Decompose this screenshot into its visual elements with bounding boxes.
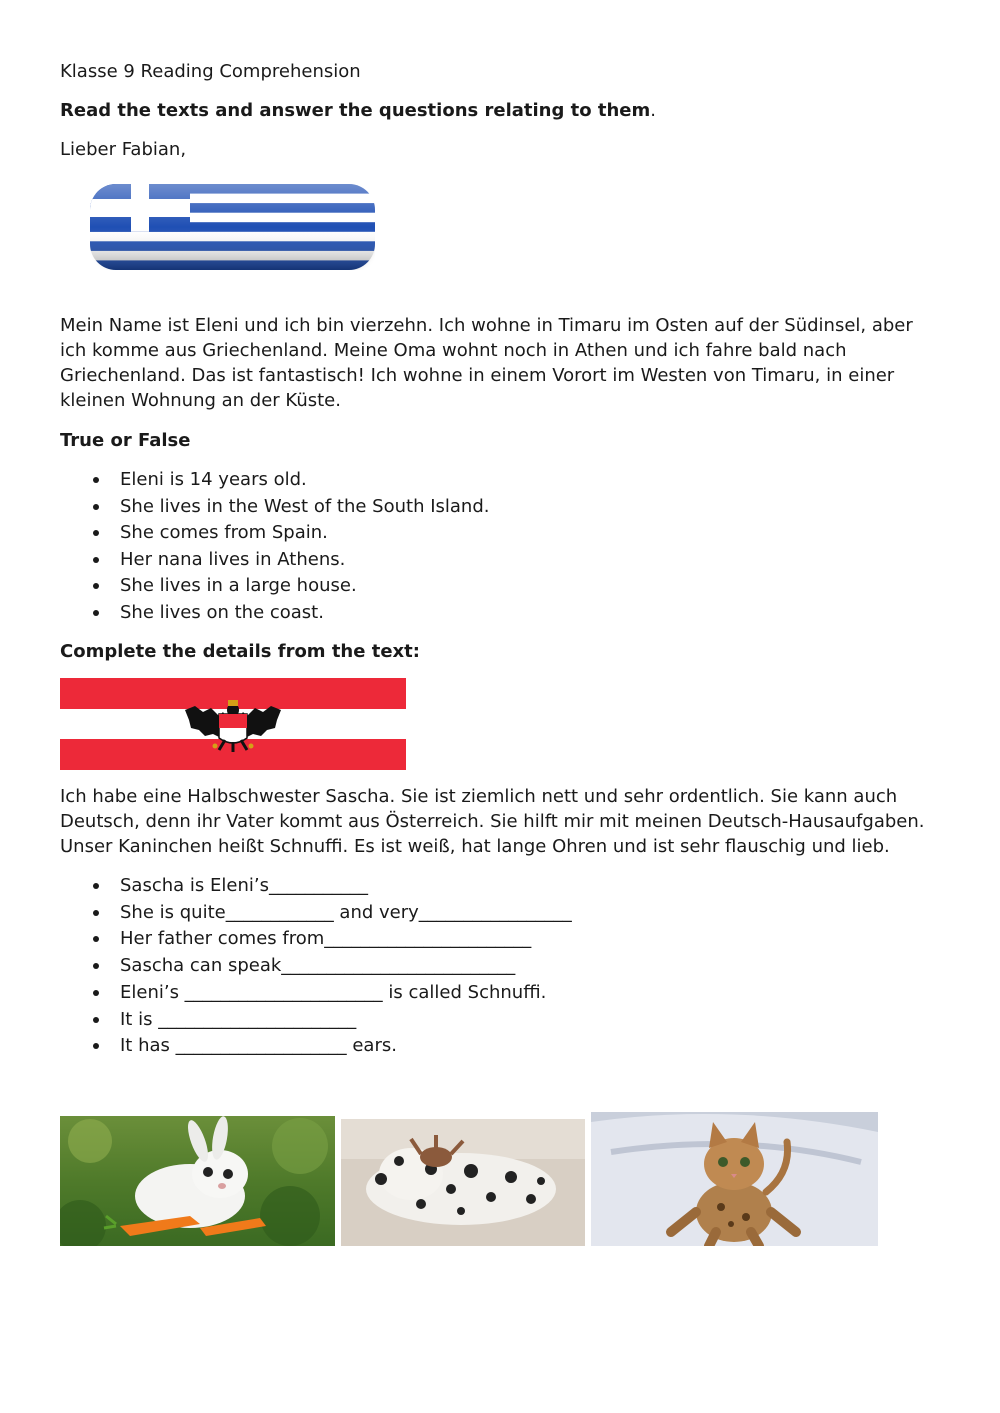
list-item: She lives on the coast.	[60, 600, 489, 627]
instruction	[60, 98, 656, 123]
true-false-heading: True or False	[60, 430, 191, 451]
instruction-bold: Read the texts and answer the questions relating to them	[60, 100, 651, 121]
text-line: ich komme aus Griechenland. Meine Oma wohnt noch in Athen und ich fahre bald nach	[60, 340, 847, 361]
text-line: Deutsch, denn ihr Vater kommt aus Österreich. Sie hilft mir mit meinen Deutsch-Hausaufgaben.	[60, 811, 925, 832]
list-item: She lives in the West of the South Island.	[60, 494, 489, 521]
text-line: Griechenland. Das ist fantastisch! Ich wohne in einem Vorort im Westen von Timaru, in einer	[60, 365, 895, 386]
austrian-flag-image	[60, 678, 406, 770]
fill-in-item: It has ___________________ ears.	[60, 1033, 572, 1060]
fill-in-item: Eleni’s ______________________ is called Schnuffi.	[60, 980, 572, 1007]
instruction-end: .	[650, 100, 656, 121]
complete-heading: Complete the details from the text:	[60, 641, 420, 662]
fill-in-item: She is quite____________ and very_________________	[60, 900, 572, 927]
dalmatian-photo-icon	[341, 1119, 585, 1246]
kitten-photo-icon	[591, 1112, 878, 1246]
text-eleni	[60, 313, 940, 413]
rabbit-photo	[60, 1116, 335, 1246]
kitten-photo	[591, 1112, 878, 1246]
text-line: Unser Kaninchen heißt Schnuffi. Es ist weiß, hat lange Ohren und ist sehr flauschig und lieb.	[60, 836, 890, 857]
dalmatian-photo	[341, 1119, 585, 1246]
austrian-flag-icon	[60, 678, 406, 770]
text-sascha	[60, 784, 940, 859]
greeting: Lieber Fabian,	[60, 139, 187, 160]
rabbit-photo-icon	[60, 1116, 335, 1246]
worksheet-title: Klasse 9 Reading Comprehension	[60, 61, 361, 82]
fill-in-item: It is ______________________	[60, 1007, 572, 1034]
greek-flag-image	[90, 184, 375, 270]
list-item: Her nana lives in Athens.	[60, 547, 489, 574]
text-line: kleinen Wohnung an der Küste.	[60, 390, 341, 411]
text-line: Mein Name ist Eleni und ich bin vierzehn. Ich wohne in Timaru im Osten auf der Südinsel, aber	[60, 315, 913, 336]
list-item: She lives in a large house.	[60, 573, 489, 600]
text-line: Ich habe eine Halbschwester Sascha. Sie ist ziemlich nett und sehr ordentlich. Sie kann auch	[60, 786, 898, 807]
greek-flag-icon	[90, 184, 375, 270]
fill-in-item: Sascha is Eleni’s___________	[60, 873, 572, 900]
fill-in-item: Sascha can speak__________________________	[60, 953, 572, 980]
list-item: She comes from Spain.	[60, 520, 489, 547]
true-false-list	[60, 467, 489, 627]
fill-in-item: Her father comes from_______________________	[60, 926, 572, 953]
list-item: Eleni is 14 years old.	[60, 467, 489, 494]
fill-in-list	[60, 873, 572, 1060]
